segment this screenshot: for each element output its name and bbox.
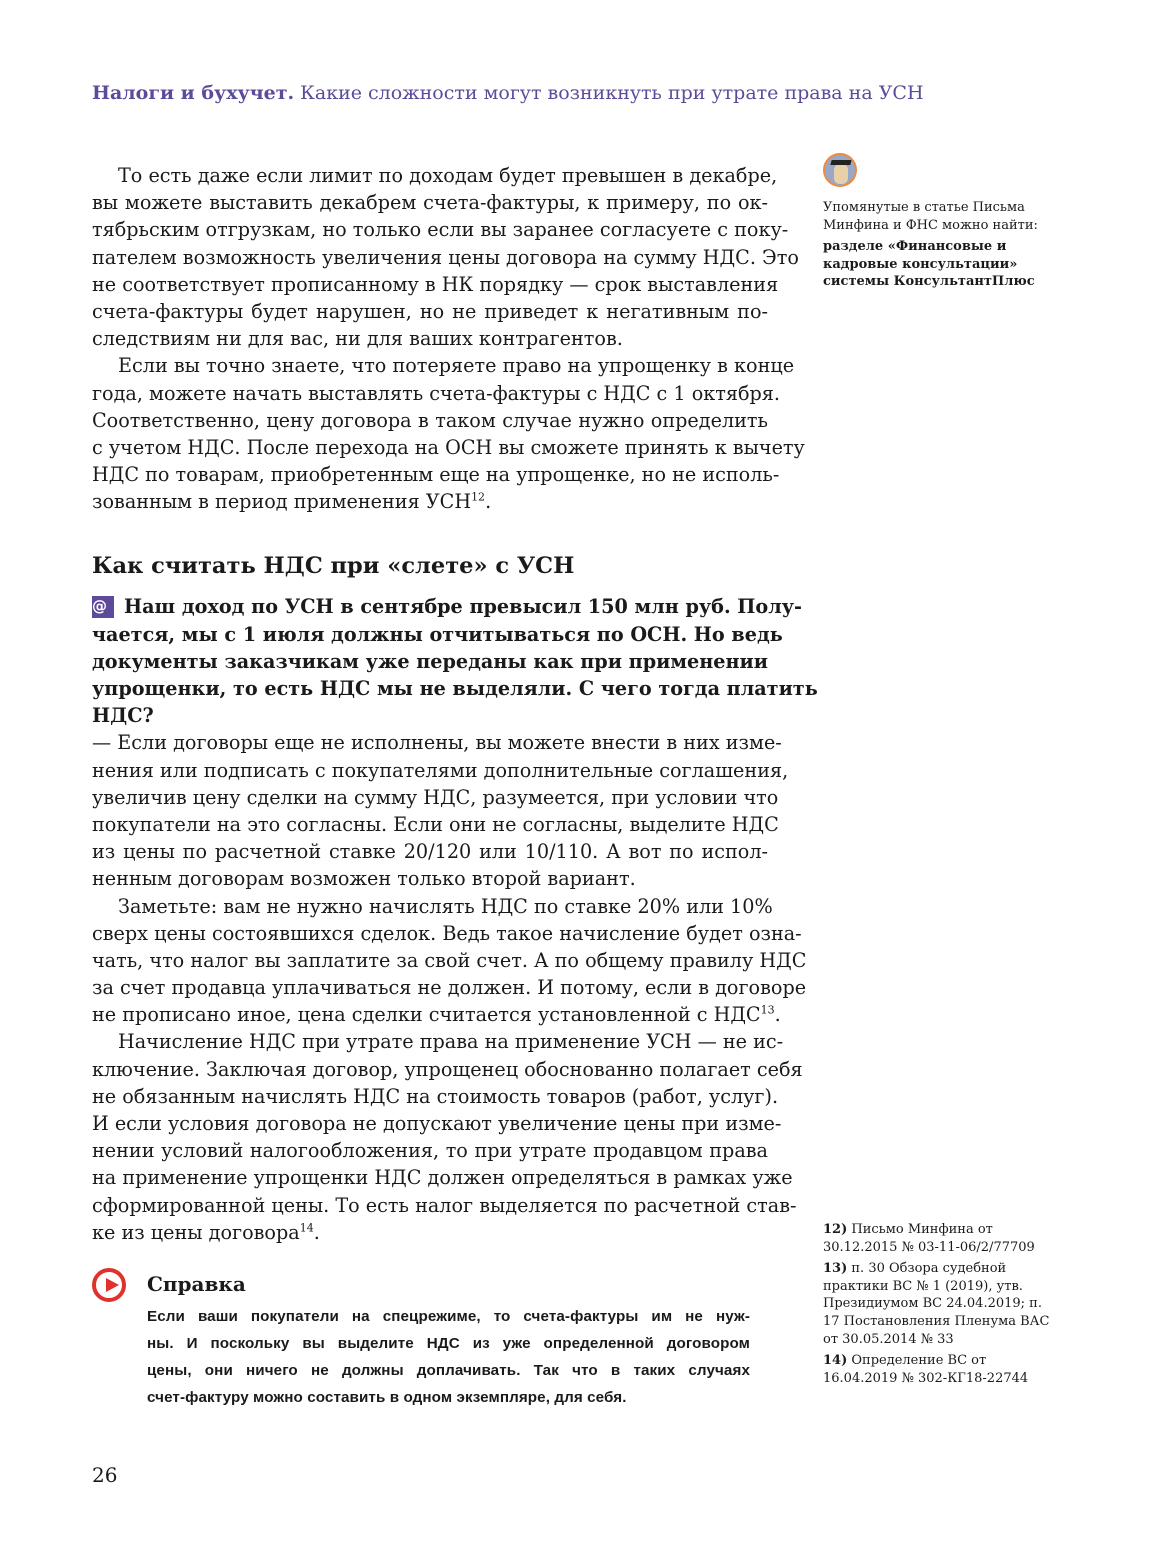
line-text: . xyxy=(313,1220,320,1244)
line-text: счета-фактуры будет нарушен, но не приведет к негативным по- xyxy=(92,299,768,323)
text-line xyxy=(92,947,807,974)
text-line xyxy=(92,1164,793,1191)
text-line xyxy=(92,1083,779,1110)
line-text: следствиям ни для вас, ни для ваших контрагентов. xyxy=(92,327,623,351)
line-text: Если вы точно знаете, что потеряете право на упрощенку в конце xyxy=(118,354,795,378)
text-line xyxy=(92,621,783,648)
text-line xyxy=(92,811,779,838)
text-line xyxy=(92,974,807,1001)
footnote-number: 14) xyxy=(823,1353,848,1369)
line-text: покупатели на это согласны. Если они не согласны, выделите НДС xyxy=(92,812,779,836)
paragraph xyxy=(92,1028,803,1246)
line-text: с учетом НДС. После перехода на ОСН вы сможете принять к вычету xyxy=(92,435,805,459)
text-line xyxy=(92,784,779,811)
footnote-ref: 12 xyxy=(471,490,486,504)
section-heading: Как считать НДС при «слете» с УСН xyxy=(92,553,575,580)
line-text: ке из цены договора xyxy=(92,1220,300,1244)
footnotes xyxy=(823,1221,1053,1391)
text-line xyxy=(92,702,768,729)
line-text: Соответственно, цену договора в таком случае нужно определить xyxy=(92,408,768,432)
line-text: ненным договорам возможен только второй вариант. xyxy=(92,867,636,891)
line-text: документы заказчикам уже переданы как при применении xyxy=(92,649,768,673)
text-line xyxy=(92,1001,781,1028)
line-text: ключение. Заключая договор, упрощенец обоснованно полагает себя xyxy=(92,1057,803,1081)
line-text: сформированной цены. То есть налог выделяется по расчетной став- xyxy=(92,1193,797,1217)
line-text: Начисление НДС при утрате права на применение УСН — не ис- xyxy=(118,1030,784,1054)
paragraph xyxy=(92,893,807,1029)
spravka-line: ны. И поскольку вы выделите НДС из уже определенной договором xyxy=(147,1335,750,1352)
spravka-title: Справка xyxy=(147,1272,246,1296)
text-line xyxy=(92,461,780,488)
line-text: тябрьским отгрузкам, но только если вы заранее согласуете с поку- xyxy=(92,218,789,242)
footnote-text: Письмо Минфина от 30.12.2015 № 03-11-06/2/77709 xyxy=(823,1222,1035,1255)
footnote-ref: 13 xyxy=(760,1003,775,1017)
text-line xyxy=(92,1192,797,1219)
footnote-text: Определение ВС от 16.04.2019 № 302-КГ18-22744 xyxy=(823,1353,1029,1386)
footnote xyxy=(823,1221,1053,1256)
line-text: из цены по расчетной ставке 20/120 или 10/110. А вот по испол- xyxy=(92,840,768,864)
text-line xyxy=(92,216,789,243)
sidebar-note-source: разделе «Финансовые и кадровые консультации» системы КонсультантПлюс xyxy=(823,239,1035,290)
text-line xyxy=(92,593,802,620)
line-text: зованным в период применения УСН xyxy=(92,490,472,514)
text-line xyxy=(92,189,768,216)
line-text: года, можете начать выставлять счета-фактуры с НДС с 1 октября. xyxy=(92,381,780,405)
spravka-line: Если ваши покупатели на спецрежиме, то счета-фактуры им не нуж- xyxy=(147,1308,750,1325)
line-text: НДС? xyxy=(92,704,154,728)
line-text: Наш доход по УСН в сентябре превысил 150 млн руб. Полу- xyxy=(124,595,802,619)
sidebar-note xyxy=(823,153,1053,291)
text-line xyxy=(92,162,778,189)
footnote xyxy=(823,1352,1053,1387)
text-line xyxy=(92,729,782,756)
footnote xyxy=(823,1260,1053,1348)
text-line xyxy=(92,675,818,702)
text-line xyxy=(92,407,768,434)
line-text: упрощенки, то есть НДС мы не выделяли. С чего тогда платить xyxy=(92,677,818,700)
text-line xyxy=(92,893,773,920)
line-text: — Если договоры еще не исполнены, вы можете внести в них изме- xyxy=(92,731,782,755)
text-line xyxy=(92,380,780,407)
text-line xyxy=(92,271,779,298)
text-line xyxy=(92,920,802,947)
line-text: . xyxy=(485,490,492,514)
line-text: пателем возможность увеличения цены договора на сумму НДС. Это xyxy=(92,245,799,269)
text-line xyxy=(92,325,768,352)
question xyxy=(92,593,818,729)
text-line xyxy=(92,648,768,675)
line-text: нении условий налогообложения, то при утрате продавцом права xyxy=(92,1139,768,1163)
text-line xyxy=(92,757,789,784)
line-text: То есть даже если лимит по доходам будет превышен в декабре, xyxy=(118,164,778,187)
text-line xyxy=(92,865,768,892)
line-text: чается, мы с 1 июля должны отчитываться по ОСН. Но ведь xyxy=(92,622,783,646)
line-text: не соответствует прописанному в НК порядку — срок выставления xyxy=(92,272,779,296)
text-line xyxy=(92,1219,768,1246)
article-body xyxy=(92,162,818,1246)
spravka-line: счет-фактуру можно составить в одном экземпляре, для себя. xyxy=(147,1389,627,1406)
line-text: не прописано иное, цена сделки считается установленной с НДС xyxy=(92,1003,761,1027)
footnote-text: п. 30 Обзора судебной практики ВС № 1 (2019), утв. Президиумом ВС 24.04.2019; п. 17 Постановления Пленума ВАС от 30.05.2014 № 33 xyxy=(823,1261,1050,1347)
text-line xyxy=(92,838,768,865)
text-line xyxy=(92,488,768,515)
footnote-number: 12) xyxy=(823,1222,848,1237)
text-line xyxy=(92,1056,803,1083)
line-text: не обязанным начислять НДС на стоимость товаров (работ, услуг). xyxy=(92,1084,779,1108)
at-badge-icon: @ xyxy=(92,596,114,618)
sidebar-note-text: Упомянутые в статье Письма Минфина и ФНС можно найти: xyxy=(823,200,1038,233)
footnote-number: 13) xyxy=(823,1261,848,1277)
paragraph xyxy=(92,352,805,515)
line-text: за счет продавца уплачиваться не должен. И потому, если в договоре xyxy=(92,976,807,1000)
text-line xyxy=(92,298,768,325)
line-text: вы можете выставить декабрем счета-фактуры, к примеру, по ок- xyxy=(92,191,768,215)
spravka-body xyxy=(147,1303,750,1411)
text-line xyxy=(92,434,805,461)
running-head xyxy=(92,82,924,104)
play-circle-icon xyxy=(92,1268,126,1302)
footnote-ref: 14 xyxy=(299,1221,314,1235)
paragraph xyxy=(92,162,799,352)
line-text: . xyxy=(774,1003,781,1027)
professor-avatar-icon xyxy=(823,153,857,187)
line-text: НДС по товарам, приобретенным еще на упрощенке, но не исполь- xyxy=(92,463,780,487)
text-line xyxy=(92,352,795,379)
line-text: Заметьте: вам не нужно начислять НДС по ставке 20% или 10% xyxy=(118,894,773,918)
text-line xyxy=(92,244,799,271)
line-text: на применение упрощенки НДС должен определяться в рамках уже xyxy=(92,1166,793,1190)
text-line xyxy=(92,1110,782,1137)
text-line xyxy=(92,1137,768,1164)
line-text: сверх цены состоявшихся сделок. Ведь такое начисление будет озна- xyxy=(92,921,802,945)
running-head-title: Какие сложности могут возникнуть при утрате права на УСН xyxy=(300,82,924,104)
page-number: 26 xyxy=(92,1463,118,1487)
line-text: нения или подписать с покупателями дополнительные соглашения, xyxy=(92,758,789,782)
running-head-section: Налоги и бухучет. xyxy=(92,82,295,104)
answer xyxy=(92,729,789,892)
line-text: увеличив цену сделки на сумму НДС, разумеется, при условии что xyxy=(92,785,779,809)
spravka-line: цены, они ничего не должны доплачивать. Так что в таких случаях xyxy=(147,1362,750,1379)
text-line xyxy=(92,1028,784,1055)
line-text: чать, что налог вы заплатите за свой счет. А по общему правилу НДС xyxy=(92,948,807,972)
line-text: И если условия договора не допускают увеличение цены при изме- xyxy=(92,1112,782,1135)
